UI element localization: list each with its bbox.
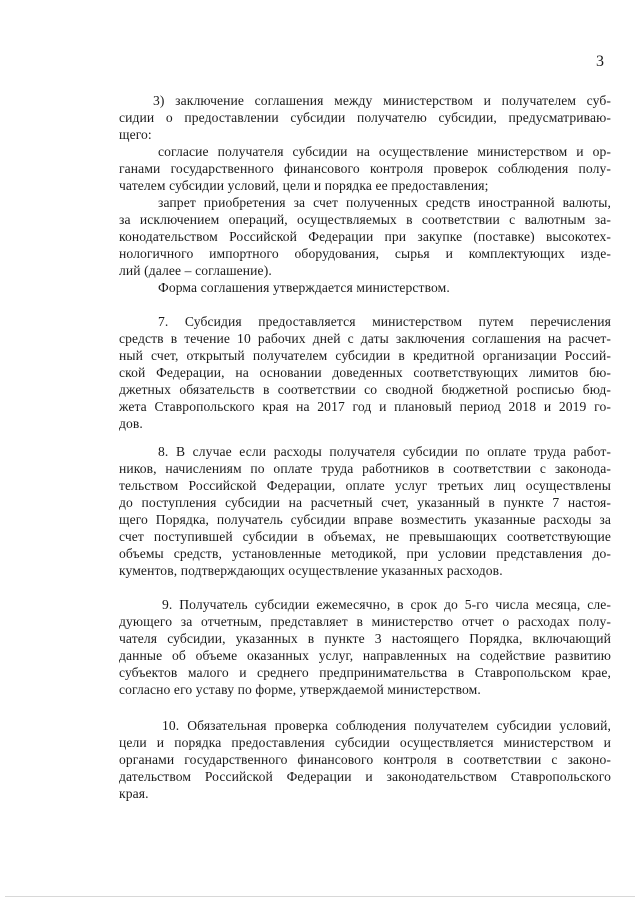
text-line: кументов, подтверждающих осуществление указанных расходов. bbox=[119, 563, 503, 578]
text-line: жета Ставропольского края на 2017 год и плановый период 2018 и 2019 го- bbox=[119, 399, 611, 414]
paragraph-prohibition bbox=[119, 194, 611, 279]
text-line: ный счет, открытый получателем субсидии в кредитной организации Россий- bbox=[119, 348, 611, 363]
paragraph-item-10 bbox=[119, 717, 611, 802]
text-line: 8. В случае если расходы получателя субсидии по оплате труда работ- bbox=[158, 444, 611, 459]
text-line: конодательством Российской Федерации при закупке (поставке) высокотех- bbox=[119, 229, 611, 244]
text-line: Форма соглашения утверждается министерством. bbox=[158, 280, 450, 295]
text-line: чателем субсидии условий, цели и порядка ее предоставления; bbox=[119, 178, 489, 193]
text-line: лий (далее – соглашение). bbox=[119, 263, 272, 278]
text-line: средств в течение 10 рабочих дней с даты заключения соглашения на расчет- bbox=[119, 331, 611, 346]
paragraph-item-9 bbox=[119, 596, 611, 698]
paragraph-item-3 bbox=[119, 92, 611, 143]
text-line: 7. Субсидия предоставляется министерством путем перечисления bbox=[158, 314, 611, 329]
text-line: 10. Обязательная проверка соблюдения получателем субсидии условий, bbox=[162, 718, 611, 733]
text-line: джетных обязательств в соответствии со сводной бюджетной росписью бюд- bbox=[119, 382, 611, 397]
text-line: дов. bbox=[119, 416, 143, 431]
text-line: счет поступившей субсидии в объемах, не превышающих соответствующие bbox=[119, 529, 611, 544]
text-line: запрет приобретения за счет полученных средств иностранной валюты, bbox=[158, 195, 611, 210]
text-line: данные об объеме оказанных услуг, направленных на содействие развитию bbox=[119, 648, 611, 663]
text-line: дательством Российской Федерации и законодательством Ставропольского bbox=[119, 769, 611, 784]
text-line: 9. Получатель субсидии ежемесячно, в срок до 5-го числа месяца, сле- bbox=[162, 597, 611, 612]
text-line: дующего за отчетным, представляет в министерство отчет о расходах полу- bbox=[119, 614, 611, 629]
text-line: до поступления субсидии на расчетный счет, указанный в пункте 7 настоя- bbox=[119, 495, 611, 510]
text-line: края. bbox=[119, 786, 149, 801]
text-line: согласно его уставу по форме, утверждаемой министерством. bbox=[119, 682, 481, 697]
text-line: ганами государственного финансового контроля проверок соблюдения полу- bbox=[119, 161, 611, 176]
text-line: цели и порядка предоставления субсидии осуществляется министерством и bbox=[119, 735, 611, 750]
text-line: сидии о предоставлении субсидии получателю субсидии, предусматриваю- bbox=[119, 110, 611, 125]
page-bottom-edge bbox=[5, 896, 635, 897]
paragraph-form bbox=[119, 279, 611, 296]
text-line: ников, начислениям по оплате труда работников в соответствии с законода- bbox=[119, 461, 611, 476]
text-line: 3) заключение соглашения между министерством и получателем суб- bbox=[153, 93, 611, 108]
text-line: объемы средств, установленные методикой, при условии представления до- bbox=[119, 546, 611, 561]
text-line: тельством Российской Федерации, оплате услуг третьих лиц осуществлены bbox=[119, 478, 611, 493]
text-line: нологичного импортного оборудования, сырья и комплектующих изде- bbox=[119, 246, 611, 261]
page-number: 3 bbox=[596, 53, 604, 70]
text-line: ской Федерации, на основании доведенных соответствующих лимитов бю- bbox=[119, 365, 611, 380]
text-line: за исключением операций, осуществляемых в соответствии с валютным за- bbox=[119, 212, 611, 227]
paragraph-item-8 bbox=[119, 443, 611, 579]
text-line: щего Порядка, получатель субсидии вправе возместить указанные расходы за bbox=[119, 512, 611, 527]
text-line: субъектов малого и среднего предпринимательства в Ставропольском крае, bbox=[119, 665, 611, 680]
text-line: органами государственного финансового контроля в соответствии с законо- bbox=[119, 752, 611, 767]
paragraph-item-7 bbox=[119, 313, 611, 432]
text-line: щего: bbox=[119, 127, 152, 142]
text-line: согласие получателя субсидии на осуществление министерством и ор- bbox=[158, 144, 611, 159]
paragraph-consent bbox=[119, 143, 611, 194]
text-line: чателя субсидии, указанных в пункте 3 настоящего Порядка, включающий bbox=[119, 631, 611, 646]
